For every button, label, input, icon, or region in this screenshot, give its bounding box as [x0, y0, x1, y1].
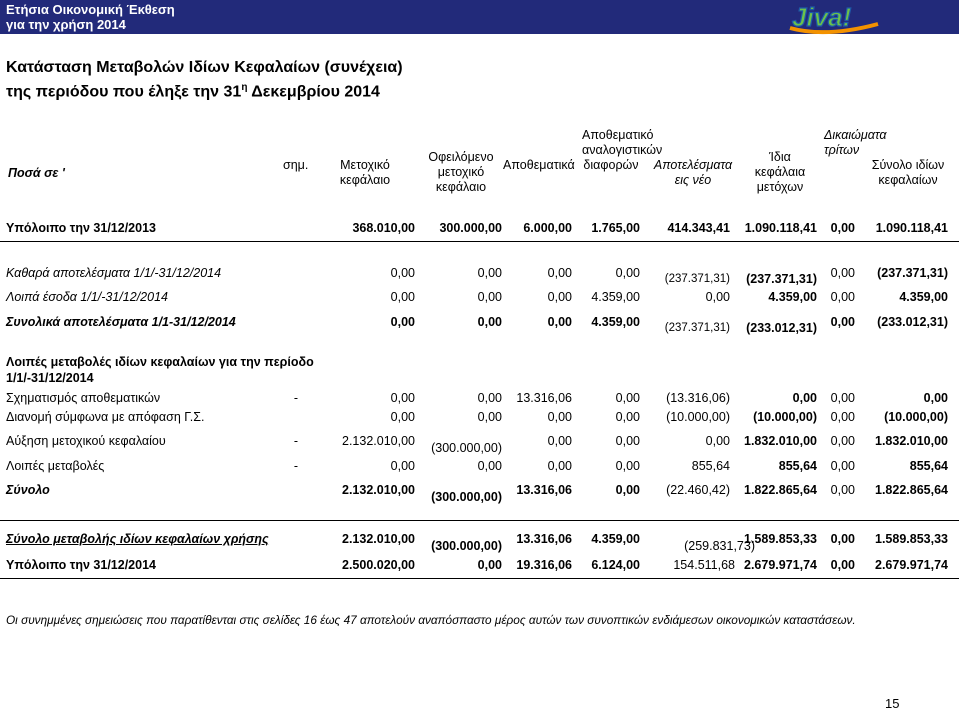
row-label: Σύνολο — [6, 483, 50, 497]
report-header-title: Ετήσια Οικονομική Έκθεση — [6, 2, 175, 17]
cell: (10.000,00) — [753, 410, 817, 424]
cell: 0,00 — [830, 221, 855, 235]
cell: (259.831,73) — [684, 539, 755, 553]
owed-capital-header: Οφειλόμενο μετοχικό κεφάλαιο — [428, 150, 494, 194]
note-header: σημ. — [283, 158, 309, 172]
cell: (233.012,31) — [746, 321, 817, 335]
footnote: Οι συνημμένες σημειώσεις που παρατίθενται στις σελίδες 16 έως 47 αποτελούν αναπόσπαστο μέρος αυτών των συνοπτικών ενδιάμεσων οικονομικών καταστάσεων. — [6, 613, 856, 627]
cell: (300.000,00) — [431, 490, 502, 504]
cell: 0,00 — [830, 266, 855, 280]
cell: 0,00 — [390, 290, 415, 304]
cell: 1.589.853,33 — [875, 532, 948, 546]
cell: 0,00 — [830, 290, 855, 304]
cell: 1.832.010,00 — [875, 434, 948, 448]
cell: 0,00 — [830, 532, 855, 546]
note-cell: - — [293, 459, 299, 473]
cell: 0,00 — [477, 459, 502, 473]
row-label: Λοιπά έσοδα 1/1/-31/12/2014 — [6, 290, 168, 304]
page-subtitle: της περιόδου που έληξε την $31^\eta$ Δεκεμβρίου 2014 — [6, 82, 380, 101]
cell: 855,64 — [691, 459, 730, 473]
owners-equity-header: Ίδια κεφάλαια μετόχων — [754, 150, 806, 194]
total-equity-header: Σύνολο ιδίων κεφαλαίων — [871, 158, 945, 187]
cell: 13.316,06 — [516, 532, 572, 546]
page-number: 15 — [885, 696, 900, 711]
cell: 4.359,00 — [768, 290, 817, 304]
row-label: Υπόλοιπο την 31/12/2013 — [6, 221, 156, 235]
cell: 0,00 — [830, 434, 855, 448]
cell: (13.316,06) — [666, 391, 730, 405]
row-label: Σχηματισμός αποθεματικών — [6, 391, 161, 405]
cell: 0,00 — [792, 391, 817, 405]
row-label: Λοιπές μεταβολές — [6, 459, 105, 473]
cell: 13.316,06 — [516, 391, 572, 405]
cell: 300.000,00 — [439, 221, 502, 235]
cell: 0,00 — [830, 410, 855, 424]
cell: 2.132.010,00 — [342, 483, 415, 497]
row-label: Συνολικά αποτελέσματα 1/1-31/12/2014 — [6, 315, 236, 329]
cell: 0,00 — [615, 483, 640, 497]
cell: 0,00 — [390, 459, 415, 473]
cell: 2.679.971,74 — [875, 558, 948, 572]
retained-earnings-header: Αποτελέσματα εις νέο — [653, 158, 733, 187]
row-label: Διανομή σύμφωνα με απόφαση Γ.Σ. — [6, 410, 205, 424]
cell: 0,00 — [477, 558, 502, 572]
cell: 0,00 — [547, 290, 572, 304]
row-label: Υπόλοιπο την 31/12/2014 — [6, 558, 156, 572]
cell: 0,00 — [390, 315, 415, 329]
logo-wordmark: Jiva! — [792, 2, 852, 32]
cell: 1.090.118,41 — [875, 221, 948, 235]
note-cell: - — [293, 391, 299, 405]
cell: 0,00 — [830, 459, 855, 473]
nci-header: Δικαιώματα τρίτων — [824, 128, 887, 157]
cell: 0,00 — [615, 391, 640, 405]
cell: (237.371,31) — [746, 272, 817, 286]
note-cell: - — [293, 434, 299, 448]
cell: 4.359,00 — [591, 290, 640, 304]
cell: 0,00 — [390, 266, 415, 280]
cell: (22.460,42) — [666, 483, 730, 497]
cell: 0,00 — [547, 410, 572, 424]
cell: 0,00 — [615, 266, 640, 280]
cell: 1.765,00 — [591, 221, 640, 235]
cell: 4.359,00 — [899, 290, 948, 304]
divider — [0, 520, 959, 521]
cell: 414.343,41 — [667, 221, 730, 235]
divider — [0, 241, 959, 242]
section-heading-period: 1/1/-31/12/2014 — [6, 371, 94, 385]
cell: 0,00 — [390, 410, 415, 424]
cell: 0,00 — [547, 434, 572, 448]
cell: (10.000,00) — [884, 410, 948, 424]
jiva-logo — [786, 2, 916, 36]
cell: 0,00 — [923, 391, 948, 405]
cell: 1.090.118,41 — [744, 221, 817, 235]
cell: 1.832.010,00 — [744, 434, 817, 448]
cell: 4.359,00 — [591, 315, 640, 329]
cell: 0,00 — [477, 315, 502, 329]
cell: 368.010,00 — [352, 221, 415, 235]
cell: (237.371,31) — [877, 266, 948, 280]
cell: 0,00 — [477, 391, 502, 405]
cell: 2.500.020,00 — [342, 558, 415, 572]
cell: 0,00 — [830, 558, 855, 572]
cell: 0,00 — [547, 459, 572, 473]
row-label: Αύξηση μετοχικού κεφαλαίου — [6, 434, 166, 448]
cell: 0,00 — [705, 434, 730, 448]
cell: (300.000,00) — [431, 539, 502, 553]
cell: 0,00 — [477, 266, 502, 280]
cell: 0,00 — [830, 483, 855, 497]
cell: (237.371,31) — [664, 273, 730, 285]
cell: 6.124,00 — [591, 558, 640, 572]
cell: 6.000,00 — [523, 221, 572, 235]
cell: 19.316,06 — [516, 558, 572, 572]
cell: 0,00 — [705, 290, 730, 304]
cell: 0,00 — [547, 266, 572, 280]
cell: 0,00 — [615, 410, 640, 424]
amounts-header: Ποσά σε ' — [8, 166, 65, 180]
cell: 2.132.010,00 — [342, 434, 415, 448]
cell: (300.000,00) — [431, 441, 502, 455]
share-capital-header: Μετοχικό κεφάλαιο — [339, 158, 391, 187]
cell: 13.316,06 — [516, 483, 572, 497]
row-label: Σύνολο μεταβολής ιδίων κεφαλαίων χρήσης — [6, 532, 269, 546]
cell: 0,00 — [390, 391, 415, 405]
reserves-header: Αποθεματικά — [503, 158, 575, 172]
actuarial-reserve-header: Αποθεματικό αναλογιστικών διαφορών — [582, 128, 663, 172]
cell: 4.359,00 — [591, 532, 640, 546]
page-title: Κατάσταση Μεταβολών Ιδίων Κεφαλαίων (συνέχεια) — [6, 59, 403, 76]
cell: 0,00 — [830, 315, 855, 329]
divider — [0, 578, 959, 579]
report-header-subtitle: για την χρήση 2014 — [6, 17, 126, 32]
cell: 2.132.010,00 — [342, 532, 415, 546]
cell: 0,00 — [477, 410, 502, 424]
cell: 0,00 — [615, 459, 640, 473]
cell: (237.371,31) — [664, 322, 730, 334]
cell: 855,64 — [778, 459, 817, 473]
cell: 1.822.865,64 — [744, 483, 817, 497]
section-heading: Λοιπές μεταβολές ιδίων κεφαλαίων για την περίοδο — [6, 355, 314, 369]
cell: 1.822.865,64 — [875, 483, 948, 497]
cell: 2.679.971,74 — [744, 558, 817, 572]
cell: 0,00 — [477, 290, 502, 304]
cell: (233.012,31) — [877, 315, 948, 329]
cell: 0,00 — [547, 315, 572, 329]
row-label: Καθαρά αποτελέσματα 1/1/-31/12/2014 — [6, 266, 222, 280]
cell: (10.000,00) — [666, 410, 730, 424]
cell: 0,00 — [615, 434, 640, 448]
cell: 0,00 — [830, 391, 855, 405]
cell: 855,64 — [909, 459, 948, 473]
cell: 1.589.853,33 — [744, 532, 817, 546]
cell: 154.511,68 — [673, 558, 735, 572]
